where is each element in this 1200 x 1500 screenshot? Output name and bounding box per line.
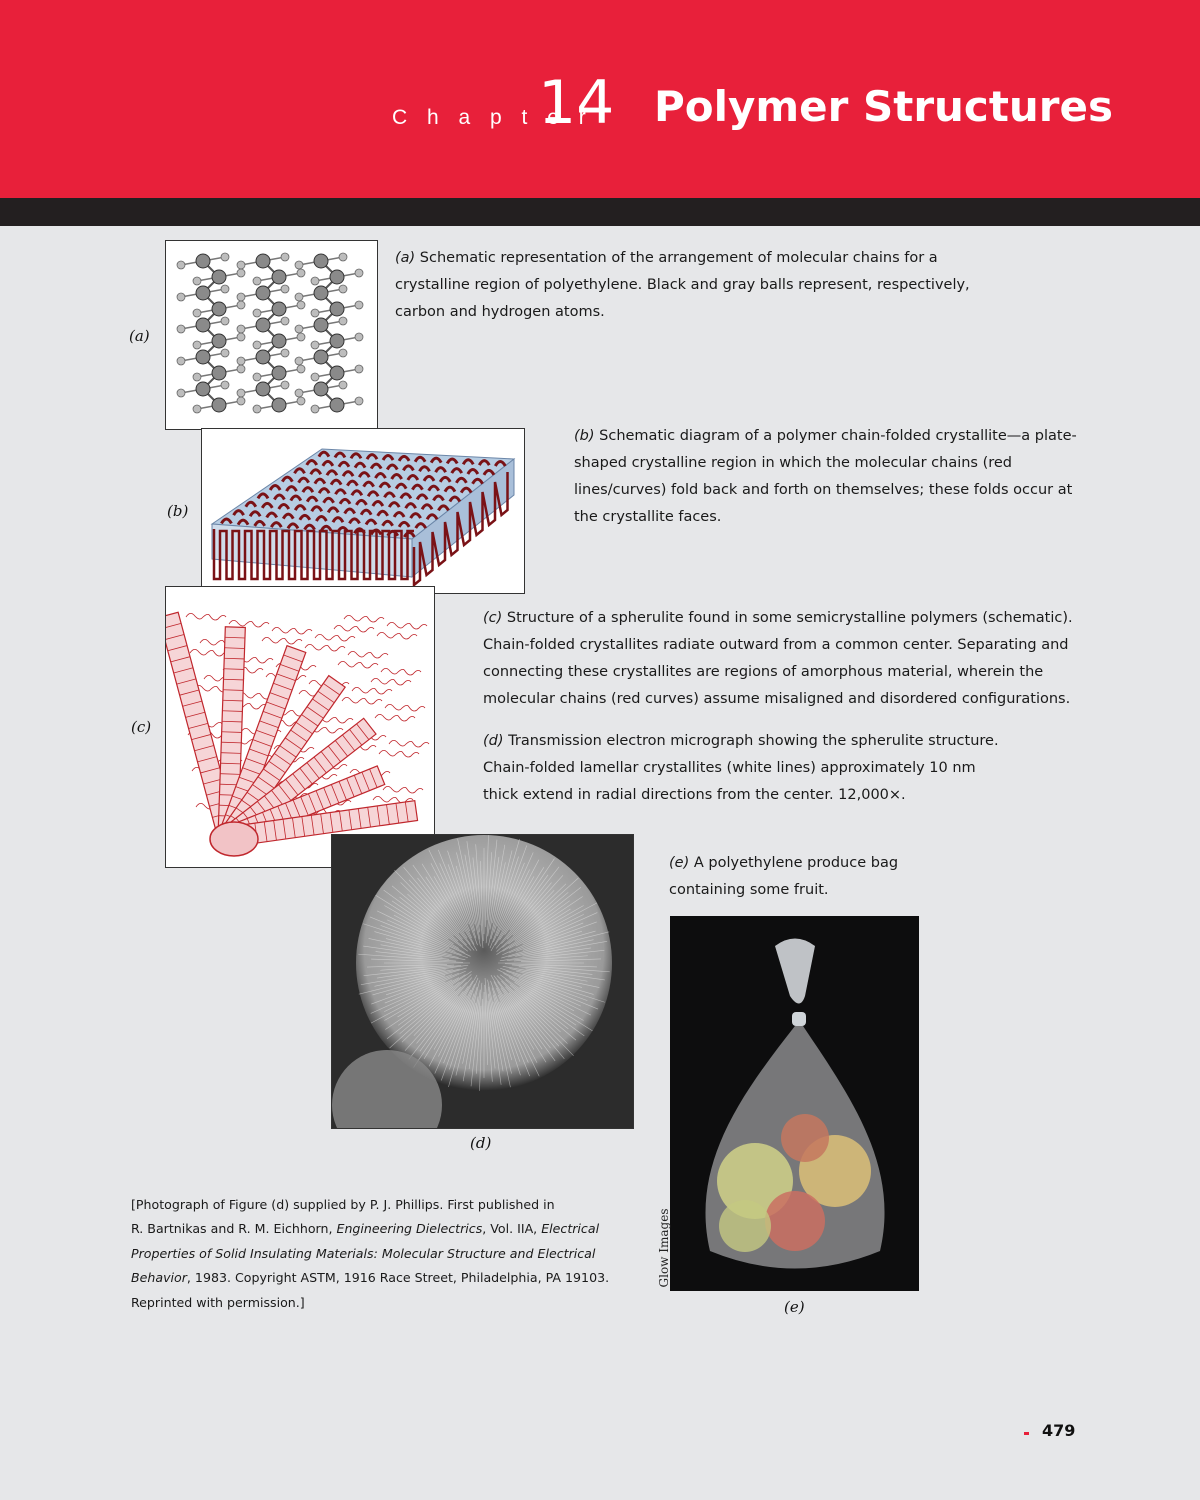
figure-a-molecular-chains bbox=[165, 240, 378, 430]
figure-d-micrograph bbox=[331, 834, 634, 1129]
credit-line-4: Behavior, 1983. Copyright ASTM, 1916 Race Street, Philadelphia, PA 19103. bbox=[131, 1270, 610, 1286]
caption-c-key: (c) bbox=[483, 610, 503, 626]
caption-d-key: (d) bbox=[483, 733, 504, 749]
spherulite-schematic bbox=[166, 587, 434, 867]
page-number-marker bbox=[1024, 1432, 1029, 1435]
figure-c-label: (c) bbox=[131, 718, 152, 736]
caption-d bbox=[483, 728, 1013, 809]
photo-credit-e: Glow Images bbox=[657, 1208, 671, 1288]
molecular-chains-illustration bbox=[166, 241, 377, 429]
chapter-title: Polymer Structures bbox=[654, 82, 1114, 131]
credit-line-3: Properties of Solid Insulating Materials: Molecular Structure and Electrical bbox=[131, 1245, 596, 1261]
figure-a-label: (a) bbox=[129, 327, 150, 345]
caption-e-text: A polyethylene produce bag containing some fruit. bbox=[669, 855, 899, 898]
photo-credit-note bbox=[131, 1193, 611, 1315]
caption-a-key: (a) bbox=[395, 250, 416, 266]
spherulite-micrograph-image bbox=[332, 835, 633, 1128]
credit-line-1: [Photograph of Figure (d) supplied by P. J. Phillips. First published in bbox=[131, 1197, 555, 1212]
page-number: 479 bbox=[1042, 1421, 1076, 1440]
figure-e-produce-bag-photo bbox=[670, 916, 919, 1291]
caption-c bbox=[483, 605, 1093, 713]
chapter-number: 14 bbox=[538, 68, 615, 138]
chain-folded-crystallite-illustration bbox=[202, 429, 524, 593]
credit-line-2: R. Bartnikas and R. M. Eichhorn, Engineering Dielectrics, Vol. IIA, Electrical bbox=[131, 1221, 600, 1237]
caption-b bbox=[574, 423, 1094, 531]
chapter-word: C h a p t e r bbox=[392, 106, 593, 129]
caption-e bbox=[669, 850, 939, 904]
figure-b-crystallite bbox=[201, 428, 525, 594]
credit-line-5: Reprinted with permission.] bbox=[131, 1294, 305, 1310]
figure-c-spherulite bbox=[165, 586, 435, 868]
figure-e-label: (e) bbox=[784, 1298, 805, 1316]
caption-b-text: Schematic diagram of a polymer chain-folded crystallite—a plate-shaped crystalline region in which the molecular chains (red lines/curves) fold back and forth on themselves; these folds occur at the crystallite faces. bbox=[574, 428, 1077, 525]
caption-a-text: Schematic representation of the arrangement of molecular chains for a crystalline region of polyethylene. Black and gray balls represent, respectively, carbon and hydrogen atoms. bbox=[395, 250, 970, 320]
banner-divider bbox=[0, 198, 1200, 226]
caption-a bbox=[395, 245, 995, 326]
caption-b-key: (b) bbox=[574, 428, 595, 444]
figure-b-label: (b) bbox=[167, 502, 189, 520]
caption-e-key: (e) bbox=[669, 855, 690, 871]
produce-bag-photo-image bbox=[670, 916, 919, 1291]
caption-d-text: Transmission electron micrograph showing the spherulite structure. Chain-folded lamellar crystallites (white lines) approximately 10 nm thick extend in radial directions from the center. 12,000×. bbox=[483, 733, 999, 803]
caption-c-text: Structure of a spherulite found in some semicrystalline polymers (schematic). Chain-folded crystallites radiate outward from a common center. Separating and connecting these crystallites are regions of amorphous material, wherein the molecular chains (red curves) assume misaligned and disordered configurations. bbox=[483, 610, 1073, 707]
figure-d-label: (d) bbox=[470, 1134, 492, 1152]
